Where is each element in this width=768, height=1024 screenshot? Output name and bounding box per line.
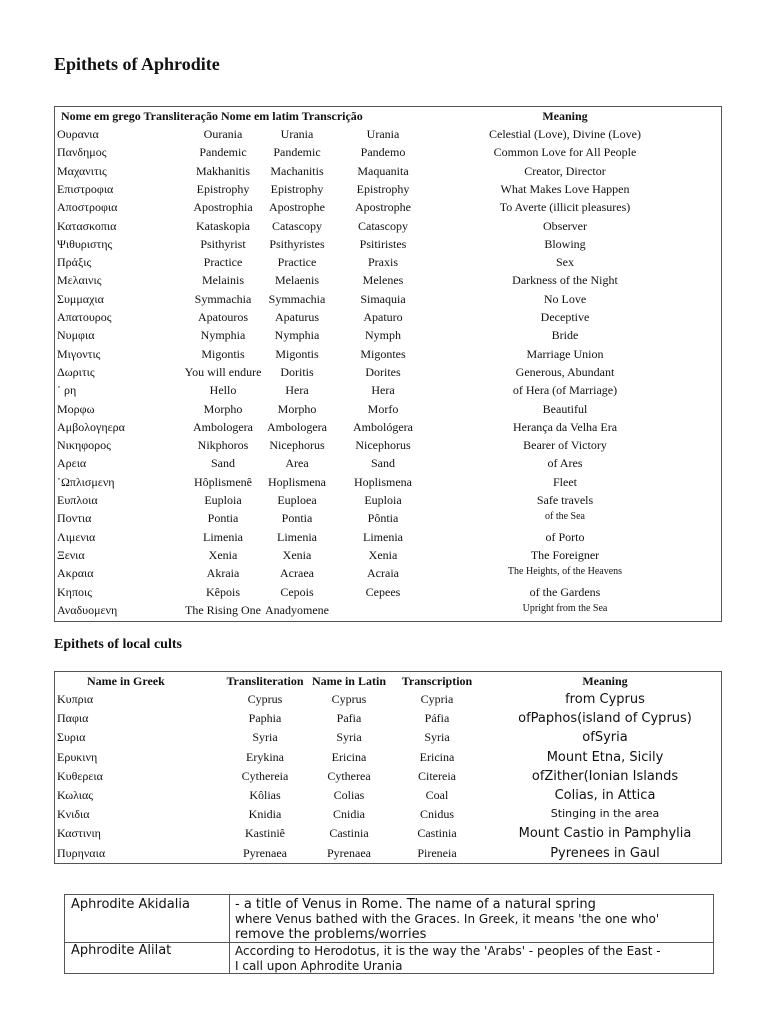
greek-name-cell: Πανδημος bbox=[57, 145, 107, 160]
latin-name-cell: Limenia bbox=[277, 529, 317, 544]
transliteration-cell: You will endure bbox=[184, 364, 262, 379]
transcription-cell: Euploia bbox=[364, 493, 402, 507]
transcription-cell: Maquanita bbox=[357, 163, 409, 178]
latin-name-cell: Anadyomene bbox=[265, 602, 329, 617]
meaning-cell: from Cyprus bbox=[565, 692, 645, 707]
transliteration-cell: Pandemic bbox=[199, 145, 247, 160]
transcription-cell: Apostrophe bbox=[355, 200, 411, 215]
latin-name-cell: Psithyristes bbox=[269, 236, 325, 251]
transcription-cell: Catascopy bbox=[358, 218, 408, 233]
latin-name-cell: Cnidia bbox=[333, 807, 365, 822]
transliteration-cell: Epistrophy bbox=[196, 181, 250, 196]
transliteration-cell: Pontia bbox=[207, 511, 239, 526]
description-line: - a title of Venus in Rome. The name of a natural spring bbox=[235, 897, 596, 912]
meaning-cell: Deceptive bbox=[540, 310, 590, 324]
transliteration-cell: Xenia bbox=[208, 547, 238, 562]
greek-name-cell: Κωλιας bbox=[57, 788, 94, 802]
transcription-cell: Limenia bbox=[363, 529, 403, 544]
latin-name-cell: Pontia bbox=[281, 511, 313, 526]
transliteration-cell: Knidia bbox=[248, 807, 282, 822]
latin-name-cell: Hera bbox=[285, 383, 309, 398]
transcription-cell: Castinia bbox=[417, 826, 457, 841]
greek-name-cell: Λιμενια bbox=[57, 529, 96, 544]
transliteration-cell: Hôplismenê bbox=[194, 474, 252, 489]
greek-name-cell: Ψιθυριστης bbox=[57, 236, 113, 251]
greek-name-cell: Ακραια bbox=[57, 566, 94, 581]
transcription-cell: Praxis bbox=[368, 255, 398, 270]
transliteration-cell: Nymphia bbox=[200, 328, 246, 343]
greek-name-cell: Συμμαχια bbox=[57, 291, 104, 306]
greek-name-cell: ῾Ωπλισμενη bbox=[57, 474, 115, 489]
greek-name-cell: Ευπλοια bbox=[57, 493, 98, 507]
greek-name-cell: Μιγοντις bbox=[57, 346, 101, 361]
greek-name-cell: Επιστροφια bbox=[57, 181, 114, 196]
latin-name-cell: Urania bbox=[280, 127, 314, 141]
transcription-cell: Citereia bbox=[418, 768, 456, 783]
latin-name-cell: Area bbox=[285, 456, 309, 471]
latin-name-cell: Ambologera bbox=[267, 419, 327, 434]
latin-name-cell: Morpho bbox=[277, 401, 317, 416]
transliteration-cell: Akraia bbox=[206, 566, 240, 581]
transcription-cell: Urania bbox=[366, 127, 400, 141]
meaning-cell: Common Love for All People bbox=[493, 145, 637, 160]
transcription-cell: Hoplismena bbox=[354, 474, 412, 489]
transcription-cell: Ambológera bbox=[353, 419, 413, 434]
meaning-cell: Creator, Director bbox=[524, 163, 606, 178]
meaning-cell: Fleet bbox=[553, 474, 577, 489]
transliteration-cell: Sand bbox=[211, 456, 235, 471]
meaning-cell: What Makes Love Happen bbox=[500, 181, 630, 196]
greek-name-cell: Μορφω bbox=[57, 401, 95, 416]
meaning-cell: of Ares bbox=[547, 456, 583, 471]
header-transcription: Transcription bbox=[401, 674, 473, 688]
greek-name-cell: Αναδυομενη bbox=[57, 602, 118, 617]
meaning-cell: Blowing bbox=[544, 236, 586, 251]
meaning-cell: To Averte (illicit pleasures) bbox=[499, 200, 631, 215]
transliteration-cell: Limenia bbox=[203, 529, 243, 544]
greek-name-cell: Αποστροφια bbox=[57, 200, 118, 215]
latin-name-cell: Colias bbox=[333, 788, 365, 802]
latin-name-cell: Xenia bbox=[282, 547, 312, 562]
latin-name-cell: Syria bbox=[336, 730, 362, 745]
greek-name-cell: Νικηφορος bbox=[57, 438, 111, 453]
latin-name-cell: Apaturus bbox=[275, 310, 319, 324]
latin-name-cell: Ericina bbox=[331, 749, 367, 764]
meaning-cell: The Heights, of the Heavens bbox=[507, 566, 623, 578]
latin-name-cell: Doritis bbox=[280, 364, 314, 379]
greek-name-cell: Μελαινις bbox=[57, 273, 102, 288]
title-description bbox=[235, 944, 710, 974]
transcription-cell: Psitiristes bbox=[359, 236, 407, 251]
greek-name-cell: Κηποις bbox=[57, 584, 92, 599]
meaning-cell: No Love bbox=[543, 291, 587, 306]
latin-name-cell: Pyrenaea bbox=[327, 845, 371, 860]
meaning-cell: Stinging in the area bbox=[550, 807, 660, 821]
latin-name-cell: Acraea bbox=[280, 566, 314, 581]
transliteration-cell: Paphia bbox=[248, 711, 282, 726]
transliteration-cell: Practice bbox=[203, 255, 243, 270]
header-name-greek: Name in Greek bbox=[87, 674, 165, 688]
transcription-cell: Acraia bbox=[367, 566, 399, 581]
latin-name-cell: Migontis bbox=[275, 346, 319, 361]
meaning-cell: Upright from the Sea bbox=[522, 602, 608, 614]
title-name: Aphrodite Alilat bbox=[71, 943, 172, 958]
meaning-cell: Celestial (Love), Divine (Love) bbox=[489, 127, 641, 141]
latin-name-cell: Nicephorus bbox=[269, 438, 325, 453]
transcription-cell: Cepees bbox=[365, 584, 401, 599]
transcription-cell: Hera bbox=[371, 383, 395, 398]
page-title: Epithets of Aphrodite bbox=[54, 54, 220, 74]
description-line: I call upon Aphrodite Urania bbox=[235, 959, 403, 973]
greek-name-cell: Κυπρια bbox=[57, 692, 94, 706]
meaning-cell: Colias, in Attica bbox=[554, 788, 656, 803]
transliteration-cell: Euploia bbox=[204, 493, 242, 507]
greek-name-cell: Καστινιη bbox=[57, 826, 101, 841]
meaning-cell: Generous, Abundant bbox=[515, 364, 615, 379]
meaning-cell: of the Sea bbox=[545, 511, 585, 523]
latin-name-cell: Nymphia bbox=[274, 328, 320, 343]
latin-name-cell: Melaenis bbox=[275, 273, 319, 288]
greek-name-cell: ῾ ρη bbox=[57, 383, 77, 398]
transliteration-cell: Kastiniê bbox=[245, 826, 285, 841]
meaning-cell: The Foreigner bbox=[530, 547, 600, 562]
transcription-cell: Xenia bbox=[368, 547, 398, 562]
header-meaning: Meaning bbox=[542, 109, 588, 123]
transliteration-cell: Symmachia bbox=[194, 291, 252, 306]
greek-name-cell: Πυρηναια bbox=[57, 845, 106, 860]
meaning-cell: Safe travels bbox=[536, 493, 594, 507]
transliteration-cell: Kataskopia bbox=[196, 218, 250, 233]
transliteration-cell: Migontis bbox=[201, 346, 245, 361]
epithets-table bbox=[54, 106, 722, 622]
greek-name-cell: Δωριτις bbox=[57, 364, 95, 379]
latin-name-cell: Castinia bbox=[329, 826, 369, 841]
transcription-cell: Coal bbox=[425, 788, 449, 802]
transcription-cell: Dorites bbox=[365, 364, 401, 379]
column-divider bbox=[229, 895, 230, 973]
greek-name-cell: Νυμφια bbox=[57, 328, 95, 343]
greek-name-cell: Συρια bbox=[57, 730, 86, 745]
local-cults-table bbox=[54, 671, 722, 864]
transliteration-cell: Ambologera bbox=[193, 419, 253, 434]
meaning-cell: of Hera (of Marriage) bbox=[512, 383, 618, 398]
latin-name-cell: Epistrophy bbox=[270, 181, 324, 196]
transliteration-cell: Pyrenaea bbox=[243, 845, 287, 860]
transliteration-cell: Hello bbox=[209, 383, 237, 398]
transliteration-cell: Nikphoros bbox=[197, 438, 249, 453]
meaning-cell: ofZither(Ionian Islands bbox=[531, 768, 679, 784]
section-title-local-cults: Epithets of local cults bbox=[54, 637, 182, 652]
transcription-cell: Pireneia bbox=[417, 845, 457, 860]
meaning-cell: ofSyria bbox=[582, 730, 628, 746]
transliteration-cell: Ourania bbox=[203, 127, 243, 141]
meaning-cell: Observer bbox=[543, 218, 587, 233]
meaning-cell: of Porto bbox=[545, 529, 585, 544]
transcription-cell: Cypria bbox=[420, 692, 454, 706]
meaning-cell: Mount Etna, Sicily bbox=[546, 749, 664, 765]
transcription-cell: Syria bbox=[424, 730, 450, 745]
transcription-cell: Simaquia bbox=[360, 291, 406, 306]
transliteration-cell: Makhanitis bbox=[196, 163, 250, 178]
greek-name-cell: Ερυκινη bbox=[57, 749, 98, 764]
transliteration-cell: Apostrophia bbox=[193, 200, 253, 215]
latin-name-cell: Hoplismena bbox=[268, 474, 326, 489]
meaning-cell: Bride bbox=[551, 328, 579, 343]
title-name: Aphrodite Akidalia bbox=[71, 897, 190, 912]
greek-name-cell: Κνιδια bbox=[57, 807, 90, 822]
latin-name-cell: Catascopy bbox=[272, 218, 322, 233]
greek-name-cell: Κυθερεια bbox=[57, 768, 103, 783]
meaning-cell: Marriage Union bbox=[526, 346, 604, 361]
transcription-cell: Migontes bbox=[360, 346, 406, 361]
latin-name-cell: Euploea bbox=[277, 493, 317, 507]
transliteration-cell: Morpho bbox=[203, 401, 243, 416]
meaning-cell: Pyrenees in Gaul bbox=[550, 845, 660, 861]
transcription-cell: Melenes bbox=[362, 273, 404, 288]
transliteration-cell: Psithyrist bbox=[200, 236, 246, 251]
transliteration-cell: Melainis bbox=[202, 273, 244, 288]
latin-name-cell: Symmachia bbox=[268, 291, 326, 306]
transcription-cell: Cnidus bbox=[419, 807, 454, 822]
transliteration-cell: Kôlias bbox=[249, 788, 281, 802]
meaning-cell: Beautiful bbox=[542, 401, 588, 416]
transcription-cell: Morfo bbox=[367, 401, 399, 416]
title-description bbox=[235, 897, 710, 942]
latin-name-cell: Cepois bbox=[280, 584, 314, 599]
greek-name-cell: Ξενια bbox=[57, 547, 85, 562]
latin-name-cell: Machanitis bbox=[270, 163, 324, 178]
meaning-cell: Darkness of the Night bbox=[512, 273, 618, 288]
header-combined: Nome em grego Transliteração Nome em latim Transcrição bbox=[61, 109, 363, 123]
meaning-cell: Mount Castio in Pamphylia bbox=[518, 826, 692, 842]
transliteration-cell: Kêpois bbox=[206, 584, 240, 599]
greek-name-cell: Μαχανιτις bbox=[57, 163, 107, 178]
description-line: where Venus bathed with the Graces. In Greek, it means 'the one who' bbox=[235, 912, 660, 926]
latin-name-cell: Pandemic bbox=[273, 145, 321, 160]
header-meaning: Meaning bbox=[582, 674, 628, 688]
latin-name-cell: Cytherea bbox=[327, 768, 371, 783]
transcription-cell: Pôntia bbox=[367, 511, 399, 526]
transcription-cell: Ericina bbox=[419, 749, 455, 764]
transliteration-cell: Syria bbox=[252, 730, 278, 745]
transcription-cell: Epistrophy bbox=[356, 181, 410, 196]
transcription-cell: Nymph bbox=[365, 328, 401, 343]
transliteration-cell: Cyprus bbox=[247, 692, 283, 706]
greek-name-cell: Παφια bbox=[57, 711, 89, 726]
meaning-cell: Herança da Velha Era bbox=[512, 419, 618, 434]
header-name-latin: Name in Latin bbox=[311, 674, 386, 688]
description-line: remove the problems/worries bbox=[235, 927, 427, 942]
transcription-cell: Sand bbox=[371, 456, 395, 471]
greek-name-cell: Αρεια bbox=[57, 456, 87, 471]
meaning-cell: Sex bbox=[556, 255, 574, 270]
meaning-cell: Bearer of Victory bbox=[523, 438, 607, 453]
greek-name-cell: Ποντια bbox=[57, 511, 92, 526]
latin-name-cell: Practice bbox=[277, 255, 317, 270]
latin-name-cell: Apostrophe bbox=[269, 200, 325, 215]
greek-name-cell: Ουρανια bbox=[57, 127, 99, 141]
header-transliteration: Transliteration bbox=[226, 674, 304, 688]
transcription-cell: Páfia bbox=[424, 711, 450, 726]
greek-name-cell: Αμβολογηερα bbox=[57, 419, 125, 434]
description-line: According to Herodotus, it is the way the 'Arabs' - peoples of the East - bbox=[235, 944, 661, 958]
greek-name-cell: Απατουρος bbox=[57, 310, 112, 324]
transliteration-cell: Apatouros bbox=[198, 310, 248, 324]
greek-name-cell: Πράξις bbox=[57, 255, 92, 270]
aphrodite-titles-table bbox=[64, 894, 714, 974]
meaning-cell: of the Gardens bbox=[529, 584, 601, 599]
greek-name-cell: Κατασκοπια bbox=[57, 218, 117, 233]
latin-name-cell: Pafia bbox=[336, 711, 362, 726]
transcription-cell: Pandemo bbox=[360, 145, 406, 160]
transliteration-cell: Erykina bbox=[246, 749, 284, 764]
transliteration-cell: Cythereia bbox=[241, 768, 289, 783]
latin-name-cell: Cyprus bbox=[331, 692, 367, 706]
meaning-cell: ofPaphos(island of Cyprus) bbox=[518, 711, 692, 727]
transcription-cell: Apaturo bbox=[363, 310, 403, 324]
transcription-cell: Nicephorus bbox=[355, 438, 411, 453]
transliteration-cell: The Rising One bbox=[185, 602, 261, 617]
